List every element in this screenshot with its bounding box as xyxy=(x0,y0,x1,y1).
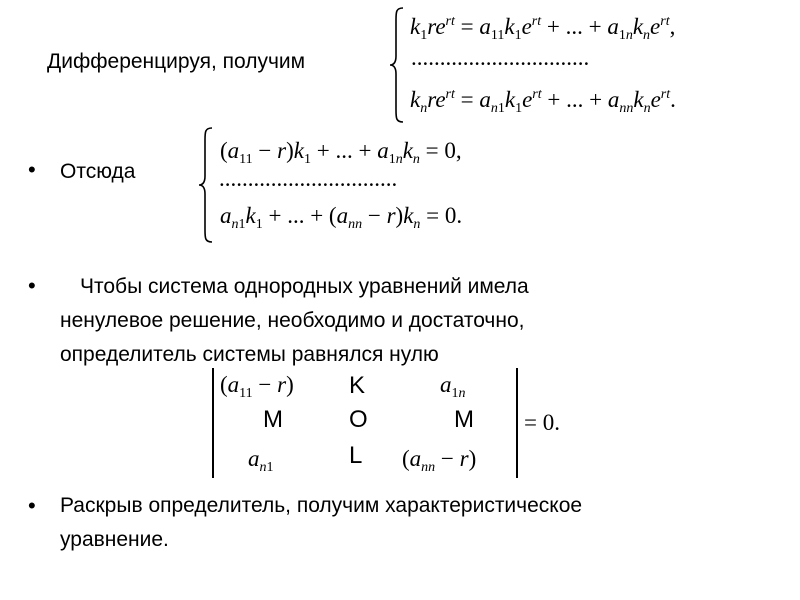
det-r1c3: $a_{1n}$ xyxy=(440,372,466,401)
det-r1c2: K xyxy=(349,372,366,399)
det-r2c1: M xyxy=(263,406,283,433)
condition-line-3: определитель системы равнялся нулю xyxy=(60,343,439,366)
bullet-2: • xyxy=(28,273,36,298)
condition-paragraph xyxy=(60,270,760,372)
equation-2-row-1: $(a_{11} - r)k_1$ + ... + $a_{1n}k_n = 0$, xyxy=(220,138,462,167)
system-brace-1 xyxy=(388,6,408,124)
det-r1c1: $(a_{11} - r)$ xyxy=(220,372,294,401)
determinant-right-bar xyxy=(516,368,518,478)
det-r2c3: M xyxy=(454,406,474,433)
equation-2-row-3: $a_{n1}k_1$ + ... + $(a_{nn} - r)k_n = 0$. xyxy=(220,203,463,232)
conclusion-line-1: Раскрыв определитель, получим характеристическое xyxy=(60,494,583,517)
condition-line-2: ненулевое решение, необходимо и достаточно, xyxy=(60,309,525,332)
hence-text: Отсюда xyxy=(60,160,136,183)
determinant xyxy=(212,368,602,480)
det-r3c3: $(a_{nn} - r)$ xyxy=(402,446,477,475)
intro-text: Дифференцируя, получим xyxy=(47,50,306,73)
det-r3c2: L xyxy=(349,442,363,469)
equation-1-row-2-dots: ............................... xyxy=(411,45,590,70)
det-r3c1: $a_{n1}$ xyxy=(248,446,274,475)
equation-1-row-3: $k_nre^{rt} = a_{n1}k_1e^{rt}$ + ... + $a_{nn}k_ne^{rt}$. xyxy=(410,87,676,116)
condition-line-1: Чтобы система однородных уравнений имела xyxy=(80,275,529,298)
system-brace-2 xyxy=(197,126,217,244)
conclusion-paragraph xyxy=(60,489,780,557)
conclusion-line-2: уравнение. xyxy=(60,528,169,551)
det-equals-zero: = 0. xyxy=(524,410,560,435)
bullet-3: • xyxy=(28,493,36,518)
det-r2c2: O xyxy=(349,406,368,433)
equation-1-row-1: $k_1re^{rt} = a_{11}k_1e^{rt}$ + ... + $a_{1n}k_ne^{rt}$, xyxy=(410,14,676,43)
equation-2-row-2-dots: ............................... xyxy=(219,166,398,191)
bullet-1: • xyxy=(28,157,36,182)
determinant-left-bar xyxy=(212,368,214,478)
